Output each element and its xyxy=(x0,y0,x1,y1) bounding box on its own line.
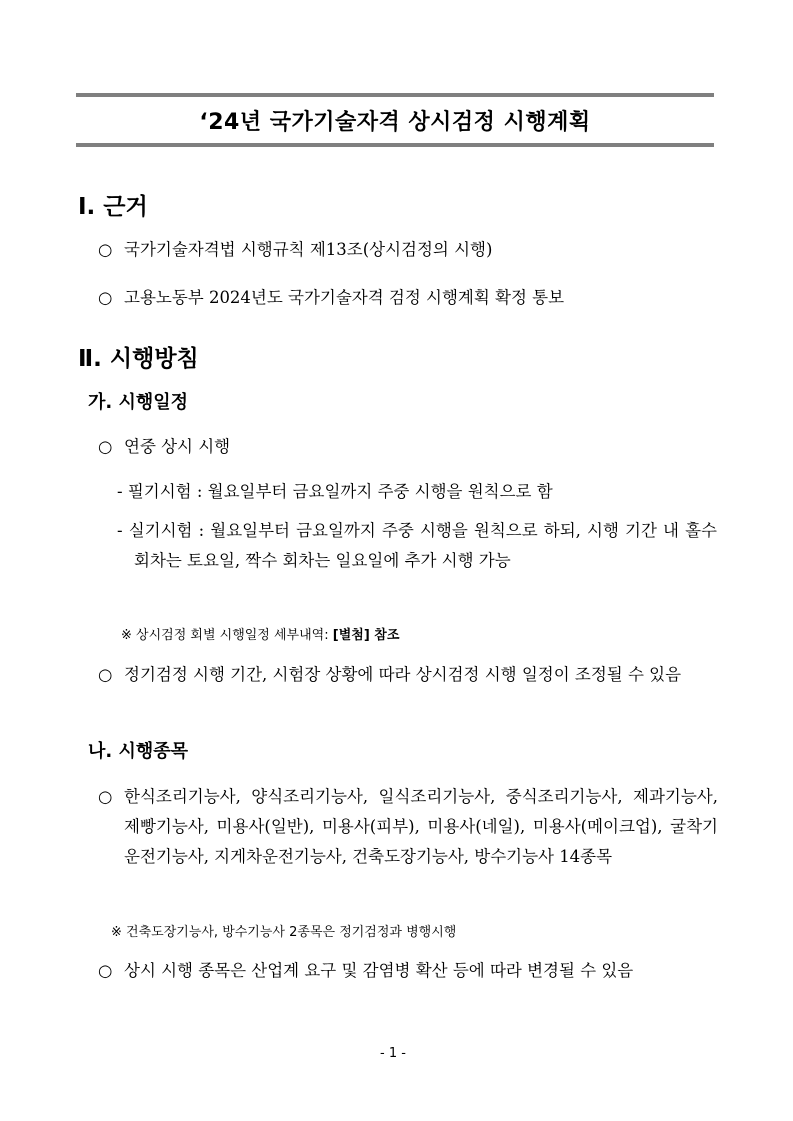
schedule-note: ※ 상시검정 회별 시행일정 세부내역: [별첨] 참조 xyxy=(121,628,400,643)
attachment-reference: [별첨] 참조 xyxy=(332,628,400,643)
section-1-item-2: ○ 고용노동부 2024년도 국가기술자격 검정 시행계획 확정 통보 xyxy=(98,288,565,307)
bullet-circle-icon: ○ xyxy=(98,437,113,456)
practical-exam-paragraph: - 실기시험 : 월요일부터 금요일까지 주중 시행을 원칙으로 하되, 시행 기간 내 홀수 회차는 토요일, 짝수 회차는 일요일에 추가 시행 가능 xyxy=(117,521,717,570)
section-1-heading: Ⅰ. 근거 xyxy=(78,194,148,220)
schedule-item-1: ○ 연중 상시 시행 xyxy=(98,437,231,456)
section-1-item-1: ○ 국가기술자격법 시행규칙 제13조(상시검정의 시행) xyxy=(98,240,493,259)
schedule-item-2: ○ 정기검정 시행 기간, 시험장 상황에 따라 상시검정 시행 일정이 조정될 수 있음 xyxy=(98,660,718,690)
subjects-note: ※ 건축도장기능사, 방수기능사 2종목은 정기검정과 병행시행 xyxy=(111,925,457,940)
written-exam-line: - 필기시험 : 월요일부터 금요일까지 주중 시행을 원칙으로 함 xyxy=(117,482,553,501)
bullet-circle-icon: ○ xyxy=(98,961,113,980)
subjects-item-2: ○ 상시 시행 종목은 산업계 요구 및 감염병 확산 등에 따라 변경될 수 있음 xyxy=(98,956,718,986)
subjects-item-1: ○ 한식조리기능사, 양식조리기능사, 일식조리기능사, 중식조리기능사, 제과기능사, 제빵기능사, 미용사(일반), 미용사(피부), 미용사(네일), 미용사(메이크업), 굴착기운전기능사, 지게차운전기능사, 건축도장기능사, 방수기능사 14종목 xyxy=(98,782,718,872)
document-title: ‘24년 국가기술자격 상시검정 시행계획 xyxy=(199,109,591,135)
bullet-circle-icon: ○ xyxy=(98,665,113,684)
title-box xyxy=(76,93,714,147)
subsection-a-heading: 가. 시행일정 xyxy=(88,392,189,413)
subsection-b-heading: 나. 시행종목 xyxy=(88,741,189,762)
section-2-heading: Ⅱ. 시행방침 xyxy=(78,346,199,372)
bullet-circle-icon: ○ xyxy=(98,288,113,307)
page-number: - 1 - xyxy=(380,1046,406,1061)
bullet-circle-icon: ○ xyxy=(98,240,113,259)
bullet-circle-icon: ○ xyxy=(98,787,113,806)
